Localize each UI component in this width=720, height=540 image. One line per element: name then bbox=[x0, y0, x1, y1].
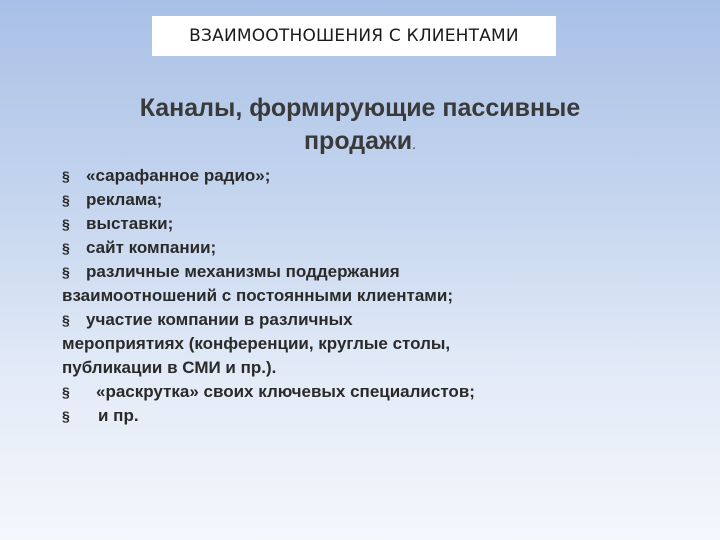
list-item-text: «сарафанное радио»; bbox=[86, 166, 271, 185]
list-item bbox=[62, 236, 662, 260]
list-item bbox=[62, 188, 662, 212]
list-item-continuation: мероприятиях (конференции, круглые столы, bbox=[62, 334, 451, 353]
list-item bbox=[62, 164, 662, 188]
bullet-icon: § bbox=[62, 192, 70, 208]
bullet-icon: § bbox=[62, 216, 70, 232]
list-item-continuation: публикации в СМИ и пр.). bbox=[62, 358, 277, 377]
bullet-icon: § bbox=[62, 264, 70, 280]
bullet-icon: § bbox=[62, 384, 70, 400]
list-item-text: участие компании в различных bbox=[86, 310, 353, 329]
list-item-text: и пр. bbox=[98, 406, 139, 425]
list-item-text: «раскрутка» своих ключевых специалистов; bbox=[96, 382, 475, 401]
list-item bbox=[62, 212, 662, 236]
list-item bbox=[62, 260, 662, 284]
slide-title-dot: . bbox=[412, 136, 417, 152]
section-header-label: ВЗАИМООТНОШЕНИЯ С КЛИЕНТАМИ bbox=[189, 26, 519, 46]
slide-title-line-2-text: продажи bbox=[303, 127, 413, 155]
slide-title-line-2 bbox=[60, 125, 660, 161]
list-item-text: различные механизмы поддержания bbox=[86, 262, 400, 281]
bullet-icon: § bbox=[62, 240, 70, 256]
list-item-text: сайт компании; bbox=[86, 238, 217, 257]
slide-title-line-1: Каналы, формирующие пассивные bbox=[139, 94, 581, 122]
slide-title bbox=[60, 92, 660, 161]
bullet-icon: § bbox=[62, 168, 70, 184]
list-item-text: реклама; bbox=[86, 190, 163, 209]
bullet-icon: § bbox=[62, 408, 70, 424]
section-header-box bbox=[152, 16, 556, 56]
list-item-continuation: взаимоотношений с постоянными клиентами; bbox=[62, 286, 453, 305]
bullet-icon: § bbox=[62, 312, 70, 328]
list-item bbox=[62, 308, 662, 332]
bullet-list bbox=[62, 164, 662, 428]
list-item bbox=[62, 404, 662, 428]
list-item-text: выставки; bbox=[86, 214, 174, 233]
list-item bbox=[62, 380, 662, 404]
